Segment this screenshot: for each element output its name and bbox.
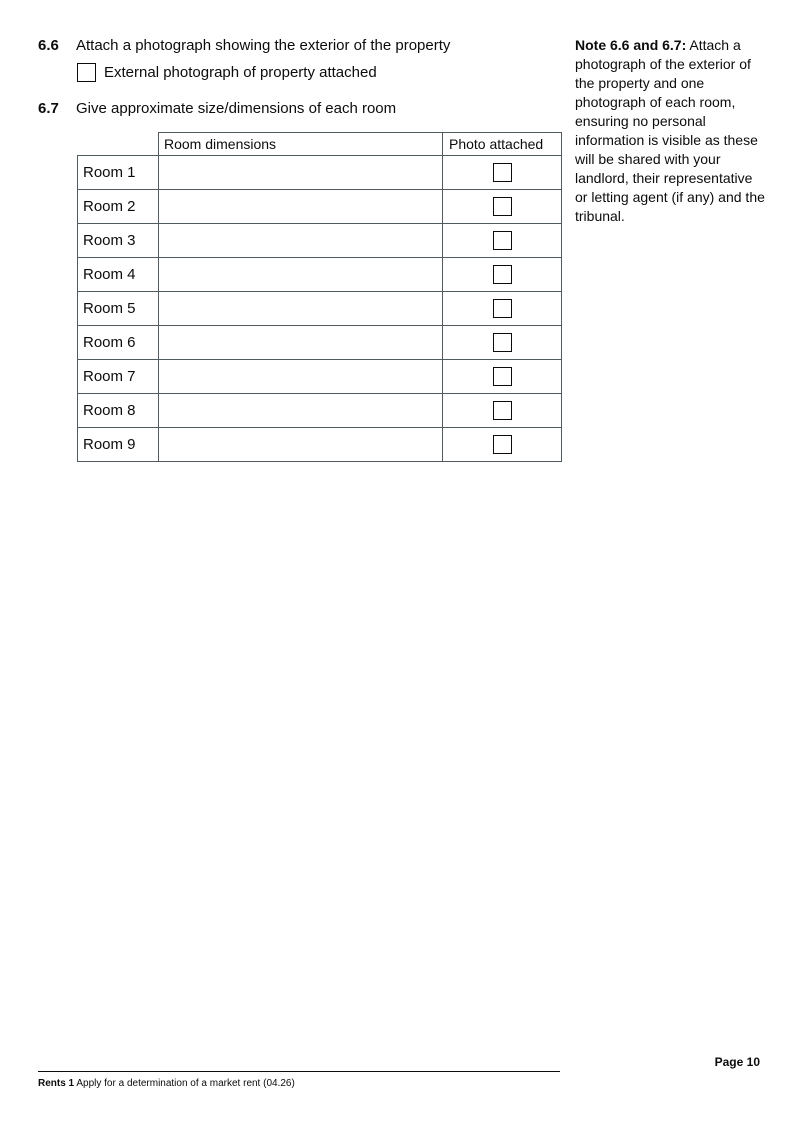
- photo-attached-checkbox[interactable]: [493, 401, 512, 420]
- photo-attached-checkbox[interactable]: [493, 231, 512, 250]
- external-photo-checkbox-label: External photograph of property attached: [104, 64, 377, 81]
- footer-description: Apply for a determination of a market rent (04.26): [76, 1078, 295, 1089]
- room-label: Room 5: [78, 292, 159, 326]
- room-dimensions-table: [77, 132, 562, 462]
- photo-attached-checkbox[interactable]: [493, 299, 512, 318]
- room-label: Room 3: [78, 224, 159, 258]
- table-row: [78, 326, 562, 360]
- room-label: Room 1: [78, 156, 159, 190]
- room-label: Room 7: [78, 360, 159, 394]
- table-row: [78, 428, 562, 462]
- question-6-6-number: 6.6: [38, 37, 59, 54]
- photo-attached-checkbox[interactable]: [493, 367, 512, 386]
- header-room-dimensions: Room dimensions: [159, 133, 443, 156]
- table-row: [78, 190, 562, 224]
- footer-form-name: Rents 1: [38, 1078, 75, 1089]
- table-row: [78, 258, 562, 292]
- photo-attached-cell[interactable]: [443, 258, 562, 292]
- room-dimensions-input[interactable]: [159, 292, 443, 326]
- question-6-7-text: Give approximate size/dimensions of each room: [76, 100, 397, 117]
- external-photo-checkbox[interactable]: [77, 63, 96, 82]
- room-dimensions-input[interactable]: [159, 394, 443, 428]
- photo-attached-cell[interactable]: [443, 428, 562, 462]
- note-heading: Note 6.6 and 6.7:: [575, 37, 687, 53]
- room-dimensions-input[interactable]: [159, 156, 443, 190]
- table-row: [78, 394, 562, 428]
- room-label: Room 6: [78, 326, 159, 360]
- header-photo-attached: Photo attached: [443, 133, 562, 156]
- room-dimensions-input[interactable]: [159, 224, 443, 258]
- photo-attached-checkbox[interactable]: [493, 197, 512, 216]
- table-header-row: [78, 133, 562, 156]
- room-dimensions-input[interactable]: [159, 428, 443, 462]
- photo-attached-cell[interactable]: [443, 326, 562, 360]
- room-dimensions-input[interactable]: [159, 190, 443, 224]
- photo-attached-checkbox[interactable]: [493, 333, 512, 352]
- room-dimensions-input[interactable]: [159, 360, 443, 394]
- photo-attached-checkbox[interactable]: [493, 435, 512, 454]
- photo-attached-cell[interactable]: [443, 224, 562, 258]
- table-header-blank: [78, 133, 159, 156]
- note-body: Attach a photograph of the exterior of the property and one photograph of each room, ensuring no personal information is visible as these will be shared with your landlord, their representative or letting agent (if any) and the tribunal.: [575, 37, 765, 224]
- question-6-7-number: 6.7: [38, 100, 59, 117]
- room-label: Room 4: [78, 258, 159, 292]
- table-row: [78, 292, 562, 326]
- photo-attached-cell[interactable]: [443, 292, 562, 326]
- photo-attached-checkbox[interactable]: [493, 265, 512, 284]
- photo-attached-cell[interactable]: [443, 190, 562, 224]
- side-note: [575, 36, 765, 226]
- photo-attached-cell[interactable]: [443, 156, 562, 190]
- table-row: [78, 224, 562, 258]
- room-dimensions-input[interactable]: [159, 326, 443, 360]
- room-label: Room 2: [78, 190, 159, 224]
- question-6-6-text: Attach a photograph showing the exterior of the property: [76, 37, 451, 54]
- room-label: Room 8: [78, 394, 159, 428]
- table-row: [78, 156, 562, 190]
- photo-attached-cell[interactable]: [443, 360, 562, 394]
- room-dimensions-input[interactable]: [159, 258, 443, 292]
- page-number: Page 10: [714, 1055, 760, 1069]
- photo-attached-checkbox[interactable]: [493, 163, 512, 182]
- footer: [38, 1078, 295, 1089]
- footer-divider: [38, 1071, 560, 1072]
- room-label: Room 9: [78, 428, 159, 462]
- photo-attached-cell[interactable]: [443, 394, 562, 428]
- table-row: [78, 360, 562, 394]
